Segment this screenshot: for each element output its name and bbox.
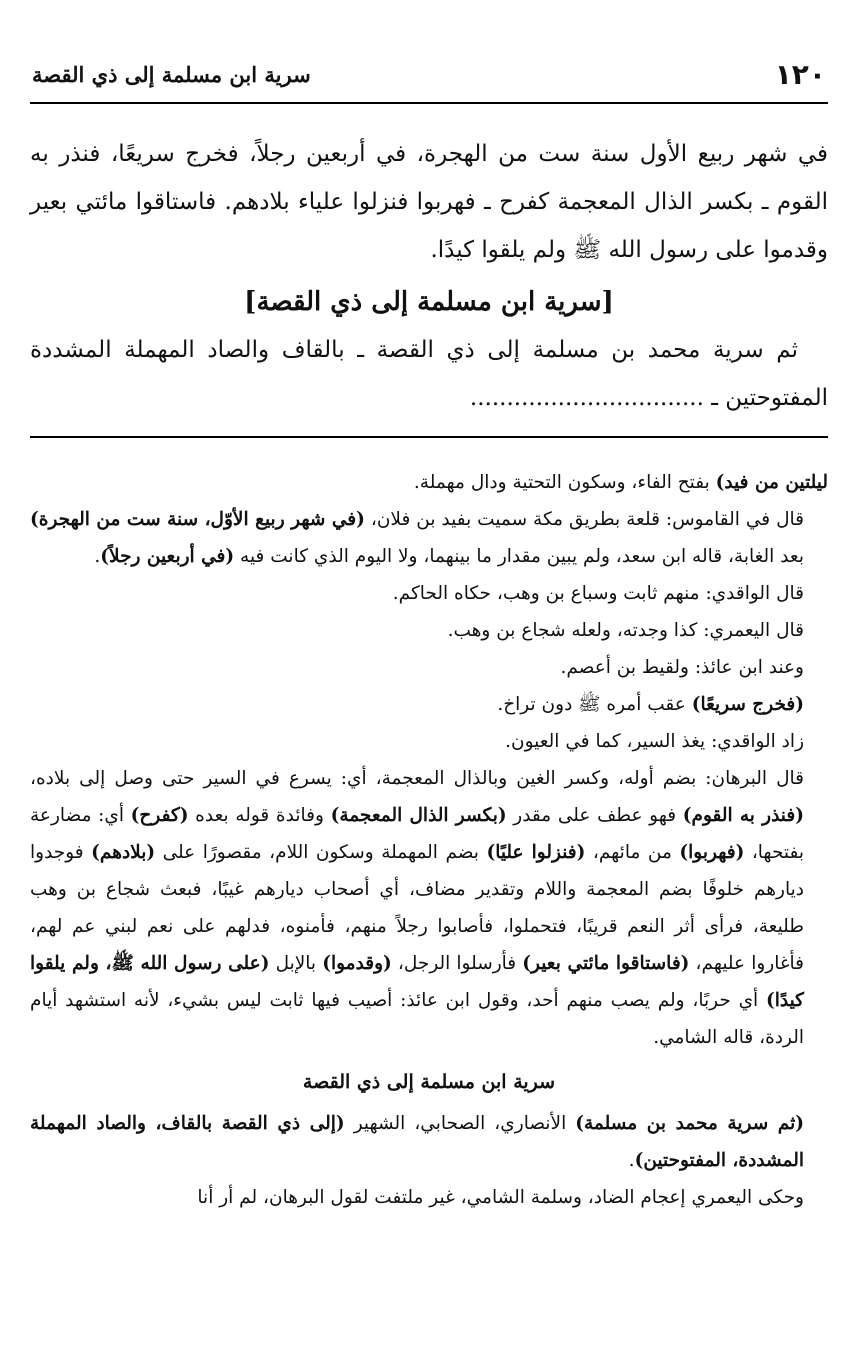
commentary-text: .: [94, 546, 101, 567]
commentary-line-4: قال اليعمري: كذا وجدته، ولعله شجاع بن وهب.: [447, 620, 804, 641]
commentary-text: وفائدة قوله بعده: [188, 805, 331, 826]
main-paragraph-2: [30, 326, 828, 422]
page-header: [30, 50, 828, 106]
commentary-bold: ليلتين من فيد): [715, 472, 828, 493]
commentary-text: .: [628, 1150, 635, 1171]
main-divider: [30, 436, 828, 438]
commentary-line-7: زاد الواقدي: يغذ السير، كما في العيون.: [505, 731, 804, 752]
commentary-text: قال البرهان: بضم أوله، وكسر الغين وبالذال المعجمة، أي: يسرع في السير حتى وصل إلى بلاده،: [30, 768, 804, 789]
continuation-dots: ................................: [469, 385, 704, 411]
commentary-line-1: [30, 464, 828, 501]
commentary-bold: (بكسر الذال المعجمة): [330, 805, 507, 826]
commentary-bold: (بلادهم): [91, 842, 156, 863]
commentary-text: بضم المهملة وسكون اللام، مقصورًا على: [155, 842, 487, 863]
commentary-text: فأرسلوا الرجل،: [391, 953, 523, 974]
commentary-bold: (وقدموا): [322, 953, 392, 974]
commentary-bold: (فنذر به القوم): [682, 805, 804, 826]
commentary-text: بالإبل: [269, 953, 323, 974]
commentary-bold: (فهربوا): [679, 842, 745, 863]
commentary-text: من مائهم،: [585, 842, 680, 863]
commentary-bold: (فخرج سريعًا): [691, 694, 804, 715]
commentary-bold: (فاستاقوا مائتي بعير): [522, 953, 690, 974]
commentary-text: عقب أمره ﷺ دون تراخ.: [497, 694, 692, 715]
commentary-bold: (كفرح): [130, 805, 189, 826]
header-rule: [30, 102, 828, 104]
commentary-text: أي حربًا، ولم يصب منهم أحد، وقول ابن عائذ: أصيب فيها ثابت ليس بشيء، لأنه استشهد أيام الردة، قاله الشامي.: [30, 990, 804, 1048]
commentary-line-8: [30, 760, 828, 1056]
commentary-text: فوجدوا ديارهم خلوفًا بضم المعجمة واللام وتقدير مضاف، أي أصحاب ديارهم غيبًا، فبعث شجاع بن وهب طليعة، فرأى أثر النعم قريبًا، فتحملوا، فأصابوا رجلاً منهم، فأمنوه، فدلهم على نعم لبني عم لهم، فأغاروا عليهم،: [30, 842, 804, 974]
commentary-line-6: [30, 686, 828, 723]
commentary-bold: (ثم سرية محمد بن مسلمة): [575, 1113, 805, 1134]
commentary-line-3: قال الواقدي: منهم ثابت وسباع بن وهب، حكاه الحاكم.: [392, 583, 804, 604]
commentary-bold: (في شهر ربيع الأوّل، سنة ست من الهجرة): [30, 509, 365, 530]
commentary-bold: (على رسول الله ﷺ، ولم يلقوا كيدًا): [30, 953, 804, 1011]
page: [30, 50, 828, 1216]
running-title: سرية ابن مسلمة إلى ذي القصة: [32, 62, 311, 87]
commentary-bold: (إلى ذي القصة بالقاف، والصاد المهملة المشددة، المفتوحتين): [30, 1113, 804, 1171]
commentary: [30, 464, 828, 1216]
commentary-text: بعد الغابة، قاله ابن سعد، ولم يبين مقدار ما بينهما، ولا اليوم الذي كانت فيه: [234, 546, 804, 567]
commentary-bold: (في أربعين رجلاً): [100, 546, 235, 567]
commentary-text: بفتح الفاء، وسكون التحتية ودال مهملة.: [413, 472, 716, 493]
commentary-text: الأنصاري، الصحابي، الشهير: [344, 1113, 576, 1134]
main-paragraph-2-text: ثم سرية محمد بن مسلمة إلى ذي القصة ـ بالقاف والصاد المهملة المشددة المفتوحتين ـ: [30, 337, 828, 411]
commentary-text: أي: مضارعة بفتحها،: [30, 805, 804, 863]
commentary-line-5: وعند ابن عائذ: ولقيط بن أعصم.: [560, 657, 804, 678]
commentary-line-10: وحكى اليعمري إعجام الضاد، وسلمة الشامي، غير ملتفت لقول البرهان، لم أر أنا: [197, 1187, 804, 1208]
main-paragraph-1: في شهر ربيع الأول سنة ست من الهجرة، في أربعين رجلاً، فخرج سريعًا، فنذر به القوم ـ بكسر الذال المعجمة كفرح ـ فهربوا فنزلوا علياء بلادهم. فاستاقوا مائتي بعير وقدموا على رسول الله ﷺ ولم يلقوا كيدًا.: [30, 141, 828, 263]
section-heading: [سرية ابن مسلمة إلى ذي القصة]: [244, 287, 614, 317]
page-number: ١٢٠: [774, 58, 826, 91]
main-text: [30, 130, 828, 422]
commentary-line-2: [30, 501, 828, 575]
commentary-line-9: [30, 1105, 828, 1179]
commentary-heading: سرية ابن مسلمة إلى ذي القصة: [302, 1071, 556, 1093]
commentary-bold: (فنزلوا عليًا): [486, 842, 586, 863]
commentary-text: فهو عطف على مقدر: [506, 805, 683, 826]
commentary-text: قال في القاموس: قلعة بطريق مكة سميت بفيد بن فلان،: [364, 509, 804, 530]
